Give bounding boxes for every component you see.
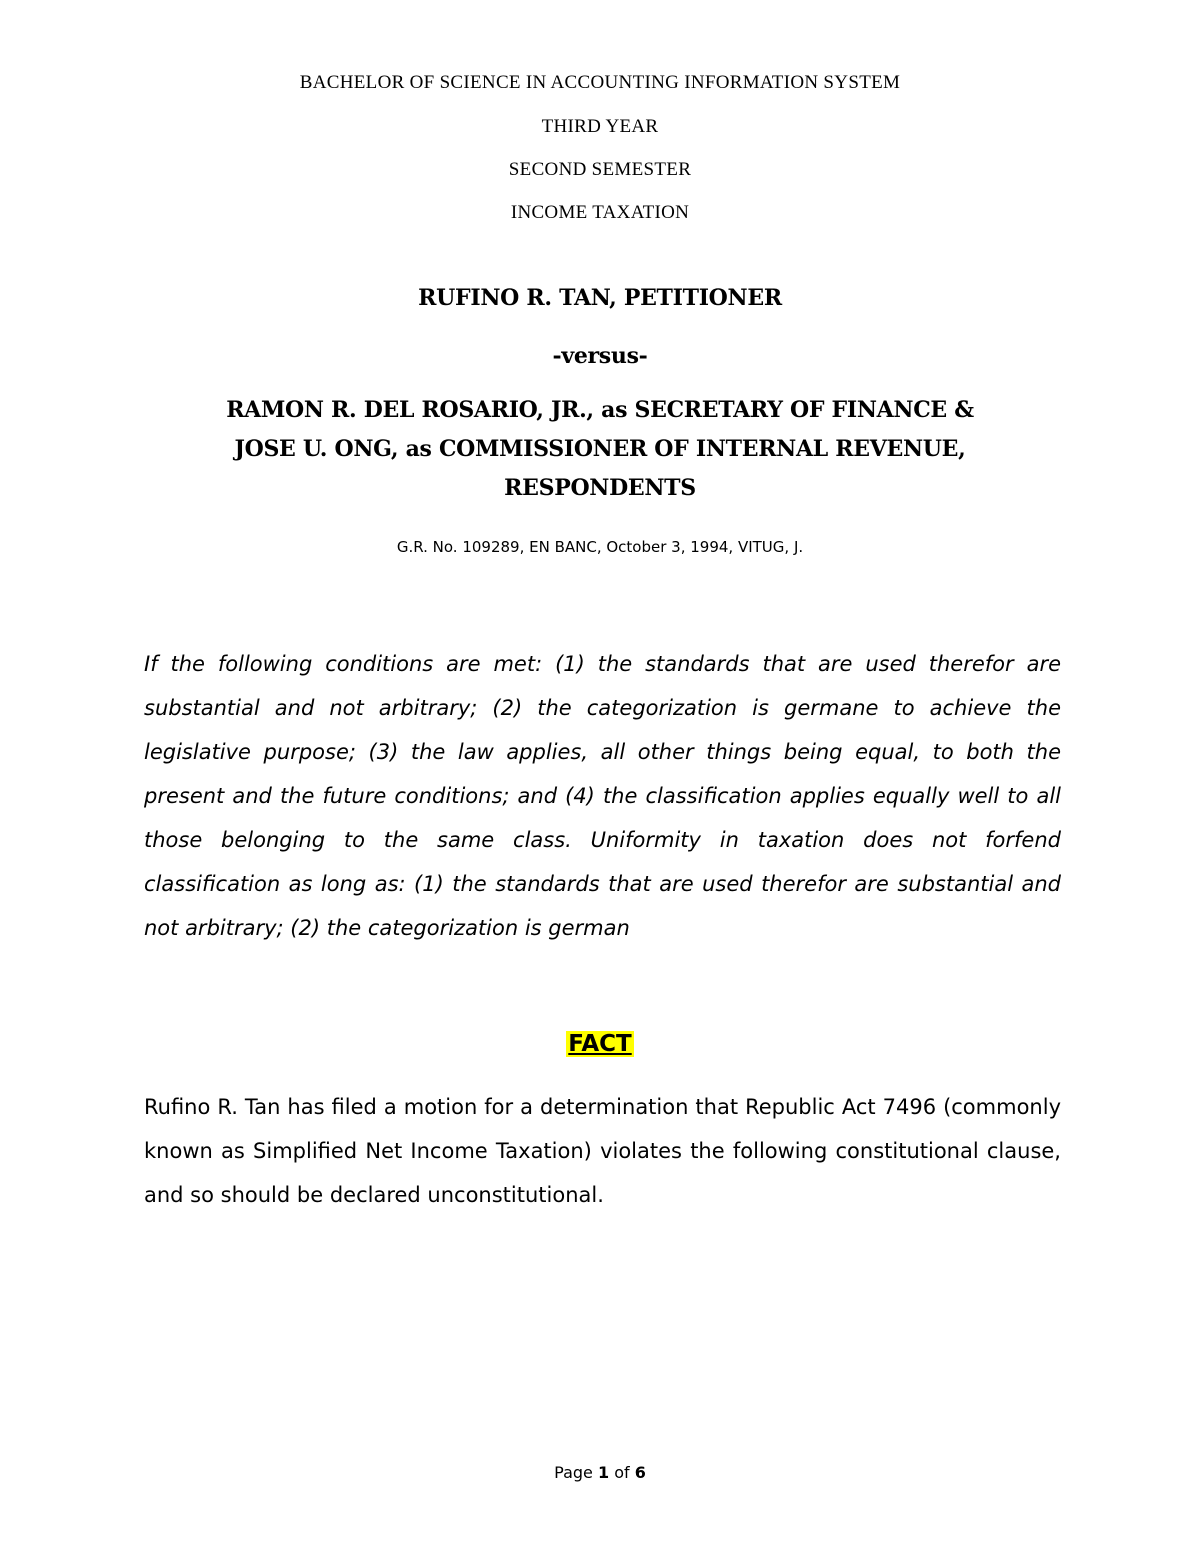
semester-heading: SECOND SEMESTER [508,159,692,180]
respondents-line-3: RESPONDENTS [504,475,696,501]
total-pages-number: 6 [634,1463,646,1482]
versus-label: -versus- [552,343,648,369]
year-heading: THIRD YEAR [541,116,659,137]
subject-heading: INCOME TAXATION [510,202,690,223]
respondents-line-1: RAMON R. DEL ROSARIO, JR., as SECRETARY OF FINANCE & [226,397,974,423]
of-word: of [614,1463,630,1482]
fact-paragraph: Rufino R. Tan has filed a motion for a determination that Republic Act 7496 (commonly known as Simplified Net Income Taxation) violates the following constitutional clause, and so should be declared unconstitutional. [144,1095,1061,1207]
case-citation: G.R. No. 109289, EN BANC, October 3, 1994, VITUG, J. [396,538,804,556]
fact-heading [0,1031,1200,1057]
petitioner-title: RUFINO R. TAN, PETITIONER [418,285,782,311]
page-word: Page [554,1463,593,1482]
page-footer [0,1463,1200,1482]
fact-heading-label: FACT [568,1031,632,1057]
syllabus-paragraph: If the following conditions are met: (1) the standards that are used therefor are substantial and not arbitrary; (2) the categorization is germane to achieve the legislative purpose; (3) the law applies, all other things being equal, to both the present and the future conditions; and (4) the classification applies equally well to all those belonging to the same class. Uniformity in taxation does not forfend classification as long as: (1) the standards that are used therefor are substantial and not arbitrary; (2) the categorization is german [144,652,1061,940]
respondents-line-2: JOSE U. ONG, as COMMISSIONER OF INTERNAL REVENUE, [234,436,966,462]
program-heading: BACHELOR OF SCIENCE IN ACCOUNTING INFORMATION SYSTEM [299,72,901,93]
current-page-number: 1 [597,1463,610,1482]
respondents-title [150,391,1050,508]
